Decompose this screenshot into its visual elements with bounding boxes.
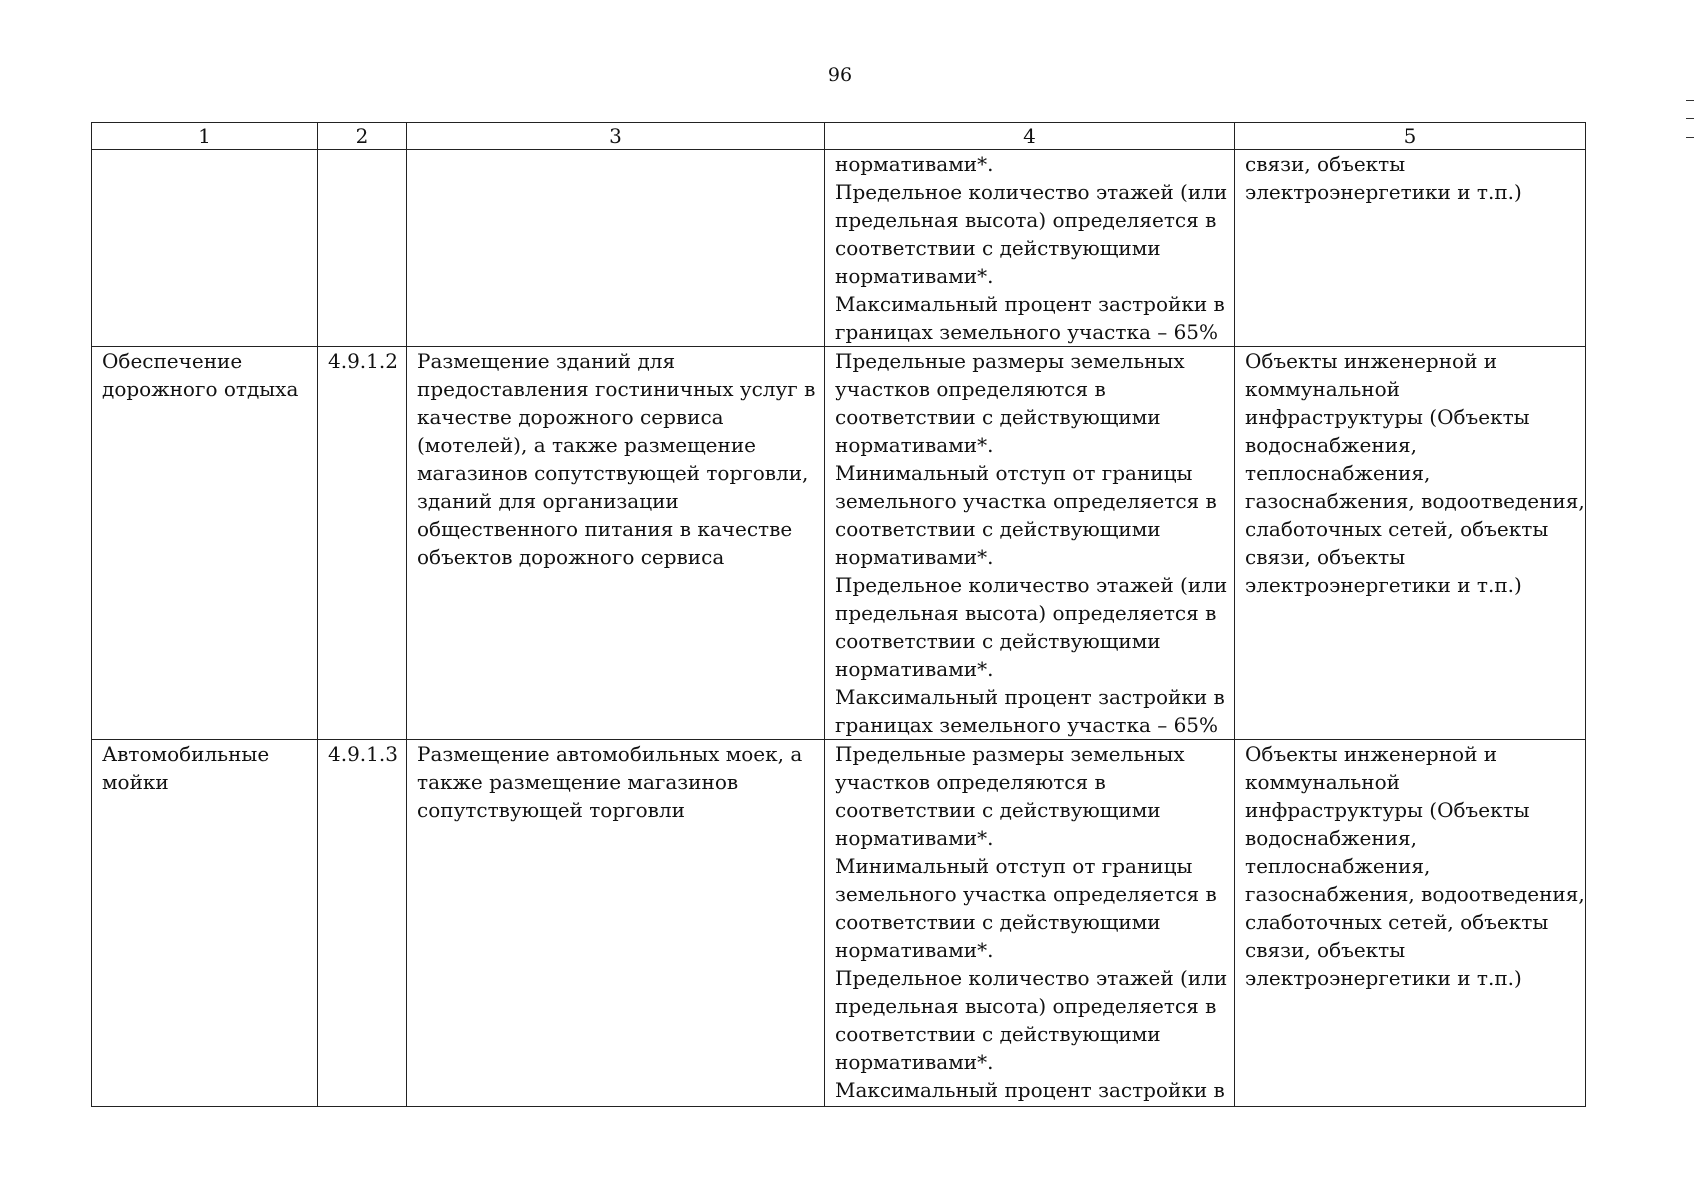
text-line: соответствии с действующими bbox=[835, 405, 1161, 429]
text-line: электроэнергетики и т.п.) bbox=[1245, 180, 1522, 204]
text-line: Автомобильные bbox=[102, 742, 270, 766]
text-line: связи, объекты bbox=[1245, 545, 1406, 569]
text-line: Предельное количество этажей (или bbox=[835, 966, 1228, 990]
text-line: дорожного отдыха bbox=[102, 377, 299, 401]
text-line: газоснабжения, водоотведения, bbox=[1245, 882, 1585, 906]
cell-use-name bbox=[92, 740, 318, 1107]
table-row bbox=[92, 740, 1586, 1107]
text-line: Максимальный процент застройки в bbox=[835, 292, 1225, 316]
text-line: коммунальной bbox=[1245, 377, 1400, 401]
text-line: Обеспечение bbox=[102, 349, 243, 373]
text-line: предельная высота) определяется в bbox=[835, 601, 1217, 625]
column-header-4: 4 bbox=[825, 123, 1235, 150]
cell-objects bbox=[1235, 347, 1586, 740]
page-number: 96 bbox=[827, 64, 853, 86]
text-line: соответствии с действующими bbox=[835, 1022, 1161, 1046]
cell-parameters bbox=[825, 740, 1235, 1107]
text-line: нормативами*. bbox=[835, 264, 994, 288]
text-line: участков определяются в bbox=[835, 377, 1106, 401]
text-line: связи, объекты bbox=[1245, 938, 1406, 962]
cell-use-code: 4.9.1.2 bbox=[318, 347, 407, 740]
text-line: нормативами*. bbox=[835, 152, 994, 176]
zoning-regulations-table bbox=[91, 122, 1586, 1107]
text-line: также размещение магазинов bbox=[417, 770, 739, 794]
text-line: Минимальный отступ от границы bbox=[835, 854, 1193, 878]
cell-parameters bbox=[825, 150, 1235, 347]
cell-objects bbox=[1235, 150, 1586, 347]
text-line: электроэнергетики и т.п.) bbox=[1245, 966, 1522, 990]
text-line: общественного питания в качестве bbox=[417, 517, 793, 541]
text-line: земельного участка определяется в bbox=[835, 489, 1217, 513]
text-line: Предельные размеры земельных bbox=[835, 349, 1185, 373]
text-line: связи, объекты bbox=[1245, 152, 1406, 176]
cell-use-code bbox=[318, 150, 407, 347]
text-line: границах земельного участка – 65% bbox=[835, 713, 1219, 737]
text-line: объектов дорожного сервиса bbox=[417, 545, 725, 569]
text-line: слаботочных сетей, объекты bbox=[1245, 517, 1549, 541]
text-line: зданий для организации bbox=[417, 489, 679, 513]
column-header-5: 5 bbox=[1235, 123, 1586, 150]
text-line: Предельное количество этажей (или bbox=[835, 573, 1228, 597]
text-line: магазинов сопутствующей торговли, bbox=[417, 461, 809, 485]
text-line: предельная высота) определяется в bbox=[835, 994, 1217, 1018]
text-line: (мотелей), а также размещение bbox=[417, 433, 757, 457]
text-line: нормативами*. bbox=[835, 1050, 994, 1074]
text-line: инфраструктуры (Объекты bbox=[1245, 798, 1530, 822]
text-line: Максимальный процент застройки в bbox=[835, 1078, 1225, 1102]
cell-description bbox=[407, 150, 825, 347]
text-line: нормативами*. bbox=[835, 657, 994, 681]
cell-use-code: 4.9.1.3 bbox=[318, 740, 407, 1107]
text-line: теплоснабжения, bbox=[1245, 854, 1431, 878]
text-line: сопутствующей торговли bbox=[417, 798, 685, 822]
text-line: земельного участка определяется в bbox=[835, 882, 1217, 906]
cell-use-name bbox=[92, 347, 318, 740]
column-header-3: 3 bbox=[407, 123, 825, 150]
cell-parameters bbox=[825, 347, 1235, 740]
text-line: Максимальный процент застройки в bbox=[835, 685, 1225, 709]
text-line: Размещение автомобильных моек, а bbox=[417, 742, 803, 766]
column-header-1: 1 bbox=[92, 123, 318, 150]
margin-crop-mark bbox=[1686, 100, 1694, 138]
text-line: водоснабжения, bbox=[1245, 826, 1418, 850]
text-line: электроэнергетики и т.п.) bbox=[1245, 573, 1522, 597]
text-line: нормативами*. bbox=[835, 545, 994, 569]
text-line: слаботочных сетей, объекты bbox=[1245, 910, 1549, 934]
text-line: Размещение зданий для bbox=[417, 349, 676, 373]
column-header-2: 2 bbox=[318, 123, 407, 150]
text-line: Объекты инженерной и bbox=[1245, 349, 1498, 373]
text-line: соответствии с действующими bbox=[835, 629, 1161, 653]
text-line: соответствии с действующими bbox=[835, 517, 1161, 541]
cell-description bbox=[407, 740, 825, 1107]
text-line: теплоснабжения, bbox=[1245, 461, 1431, 485]
text-line: качестве дорожного сервиса bbox=[417, 405, 724, 429]
cell-use-name bbox=[92, 150, 318, 347]
text-line: нормативами*. bbox=[835, 826, 994, 850]
cell-description bbox=[407, 347, 825, 740]
text-line: участков определяются в bbox=[835, 770, 1106, 794]
text-line: Минимальный отступ от границы bbox=[835, 461, 1193, 485]
table-row bbox=[92, 150, 1586, 347]
text-line: Объекты инженерной и bbox=[1245, 742, 1498, 766]
text-line: границах земельного участка – 65% bbox=[835, 320, 1219, 344]
text-line: нормативами*. bbox=[835, 433, 994, 457]
table-header-row bbox=[92, 123, 1586, 150]
text-line: соответствии с действующими bbox=[835, 798, 1161, 822]
text-line: соответствии с действующими bbox=[835, 236, 1161, 260]
text-line: инфраструктуры (Объекты bbox=[1245, 405, 1530, 429]
text-line: Предельное количество этажей (или bbox=[835, 180, 1228, 204]
text-line: нормативами*. bbox=[835, 938, 994, 962]
cell-objects bbox=[1235, 740, 1586, 1107]
text-line: водоснабжения, bbox=[1245, 433, 1418, 457]
text-line: соответствии с действующими bbox=[835, 910, 1161, 934]
table-row bbox=[92, 347, 1586, 740]
text-line: газоснабжения, водоотведения, bbox=[1245, 489, 1585, 513]
text-line: предельная высота) определяется в bbox=[835, 208, 1217, 232]
text-line: коммунальной bbox=[1245, 770, 1400, 794]
text-line: предоставления гостиничных услуг в bbox=[417, 377, 816, 401]
text-line: мойки bbox=[102, 770, 169, 794]
text-line: Предельные размеры земельных bbox=[835, 742, 1185, 766]
